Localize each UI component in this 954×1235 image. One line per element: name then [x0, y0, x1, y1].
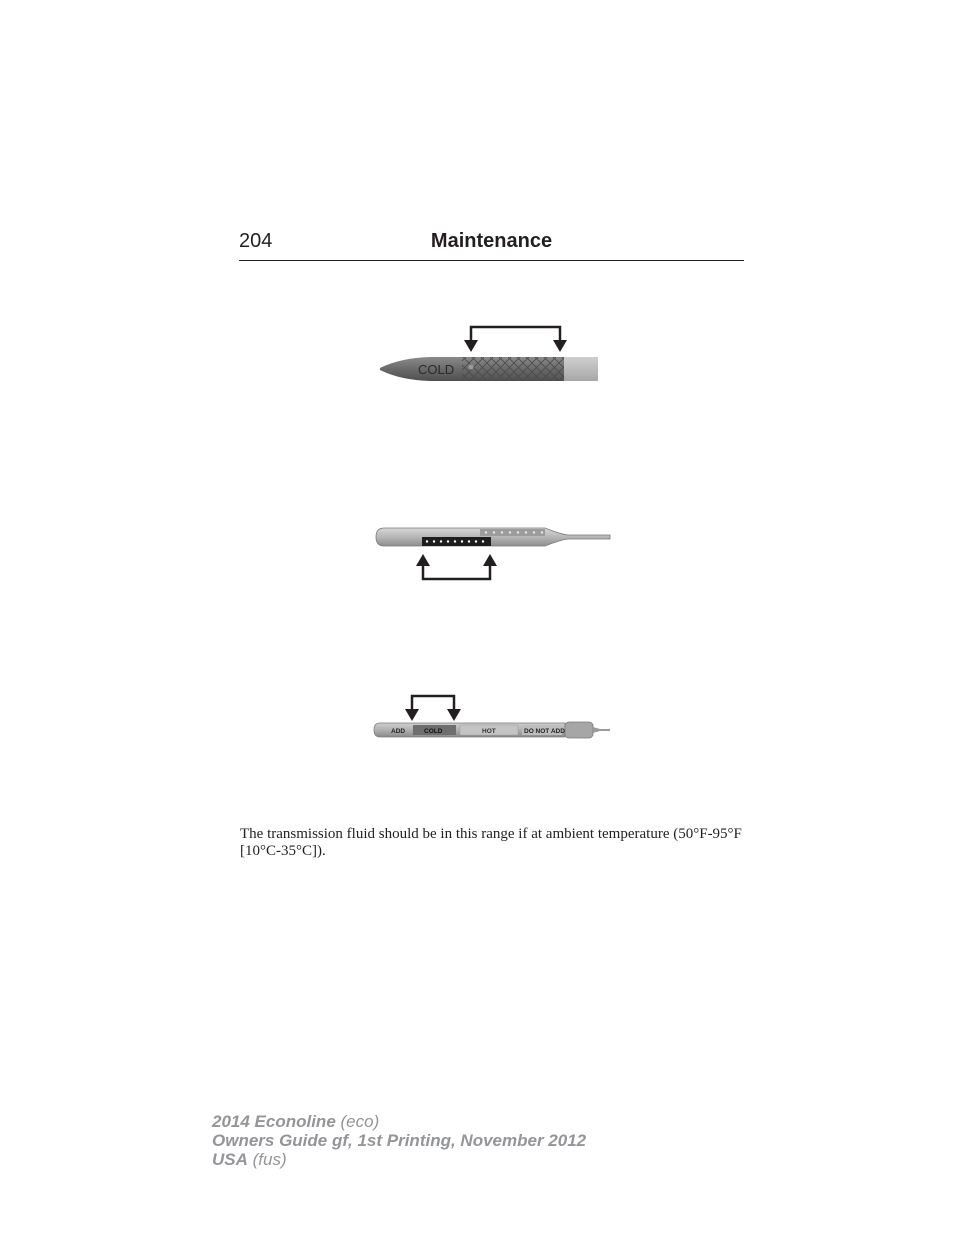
page-footer: [212, 1112, 586, 1169]
range-bracket: [412, 696, 454, 709]
label-hot: HOT: [482, 728, 496, 735]
dipstick-3-illustration: [370, 690, 615, 742]
crosshatch-range: [462, 357, 564, 381]
arrow-down-icon: [405, 709, 419, 721]
label-do-not-add: DO NOT ADD: [524, 728, 565, 735]
dipstick-figure-3: [370, 690, 615, 742]
dipstick-label-cold: COLD: [418, 362, 455, 377]
dipstick-figure-2: [370, 520, 615, 586]
footer-line-3: [212, 1150, 586, 1169]
dipstick-collar: [565, 722, 593, 738]
arrow-down-icon: [447, 709, 461, 721]
arrow-down-icon: [553, 340, 567, 352]
page-number: 204: [239, 230, 273, 252]
dipstick-figure-1: [370, 318, 610, 390]
dipstick-1-illustration: [370, 318, 610, 390]
footer-model: 2014 Econoline: [212, 1112, 336, 1131]
dipstick-2-illustration: [370, 520, 615, 586]
section-title: Maintenance: [430, 230, 553, 252]
footer-market-code: (fus): [252, 1150, 287, 1169]
body-paragraph: The transmission fluid should be in this range if at ambient temperature (50°F-95°F [10°C-35°C]).: [240, 826, 742, 859]
footer-guide: Owners Guide gf, 1st Printing, November 2012: [212, 1131, 587, 1150]
dipstick-end: [564, 357, 598, 381]
dotted-range-band: [422, 537, 491, 546]
label-cold: COLD: [424, 728, 443, 735]
footer-line-2: [212, 1131, 586, 1150]
footer-market: USA: [212, 1150, 248, 1169]
arrow-up-icon: [416, 554, 430, 566]
range-bracket: [471, 327, 560, 340]
range-bracket: [423, 566, 490, 579]
upper-dotted-band: [480, 529, 545, 536]
arrow-up-icon: [483, 554, 497, 566]
label-add: ADD: [391, 728, 406, 735]
footer-line-1: [212, 1112, 586, 1131]
arrow-down-icon: [464, 340, 478, 352]
dipstick-wire: [593, 727, 610, 733]
page-header: [239, 228, 744, 261]
footer-model-code: (eco): [340, 1112, 380, 1131]
